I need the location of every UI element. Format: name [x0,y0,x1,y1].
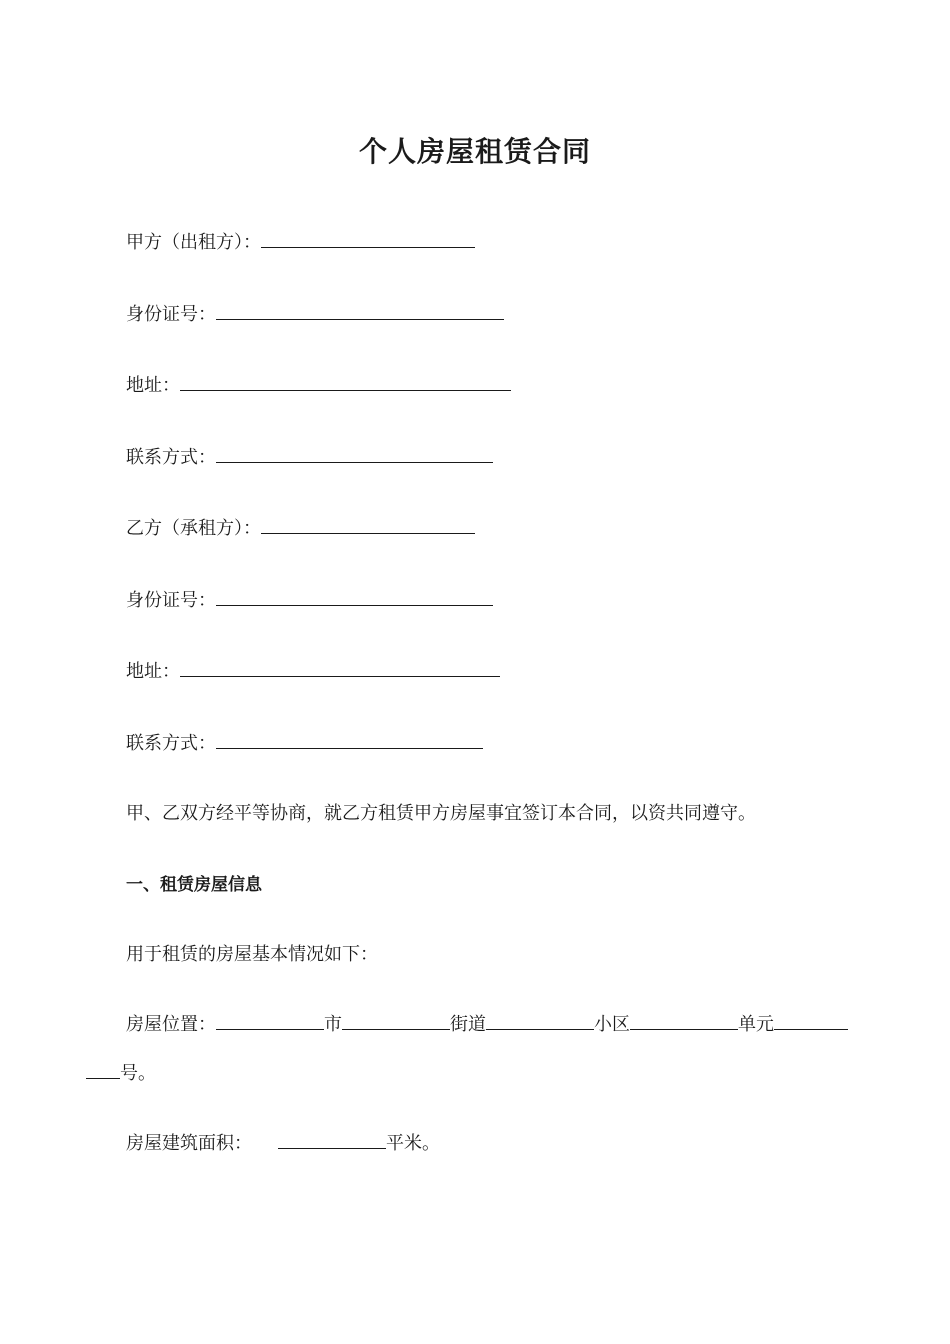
party-a-address-blank [180,372,511,391]
party-a-name-label: 甲方（出租方）： [126,232,261,253]
party-a-contact-blank [216,444,493,463]
city-blank [216,1011,324,1030]
party-b-address-blank [180,658,500,677]
party-a-id-row [126,301,504,328]
house-location-row [126,1011,848,1038]
community-blank [486,1011,594,1030]
party-a-contact-label: 联系方式： [126,447,216,468]
party-a-contact-row [126,444,493,471]
party-b-address-row [126,658,500,685]
party-b-name-label: 乙方（承租方）： [126,518,261,539]
party-a-address-label: 地址： [126,375,180,396]
area-blank [278,1130,386,1149]
community-suffix: 小区 [594,1014,630,1035]
house-location-continuation [86,1060,156,1087]
party-b-id-row [126,587,493,614]
number-suffix: 号。 [120,1063,156,1084]
unit-blank [630,1011,738,1030]
preamble-text: 甲、乙双方经平等协商，就乙方租赁甲方房屋事宜签订本合同，以资共同遵守。 [126,803,756,824]
party-a-id-label: 身份证号： [126,304,216,325]
party-a-name-blank [261,229,475,248]
city-suffix: 市 [324,1014,342,1035]
unit-suffix: 单元 [738,1014,774,1035]
party-b-contact-label: 联系方式： [126,733,216,754]
area-label: 房屋建筑面积： [126,1133,252,1154]
party-b-name-row [126,515,475,542]
party-b-contact-row [126,730,483,757]
party-b-address-label: 地址： [126,661,180,682]
section-1-intro: 用于租赁的房屋基本情况如下： [126,944,378,965]
house-area-row [126,1130,440,1157]
party-a-id-blank [216,301,504,320]
area-suffix: 平米。 [386,1133,440,1154]
party-b-id-blank [216,587,493,606]
document-title: 个人房屋租赁合同 [358,135,591,168]
party-a-address-row [126,372,511,399]
street-blank [342,1011,450,1030]
party-b-id-label: 身份证号： [126,590,216,611]
party-b-contact-blank [216,730,483,749]
street-suffix: 街道 [450,1014,486,1035]
party-b-name-blank [261,515,475,534]
number-blank-end [86,1060,120,1079]
number-blank-start [774,1011,848,1030]
section-1-heading: 一、租赁房屋信息 [126,875,262,895]
party-a-name-row [126,229,475,256]
location-label: 房屋位置： [126,1014,216,1035]
